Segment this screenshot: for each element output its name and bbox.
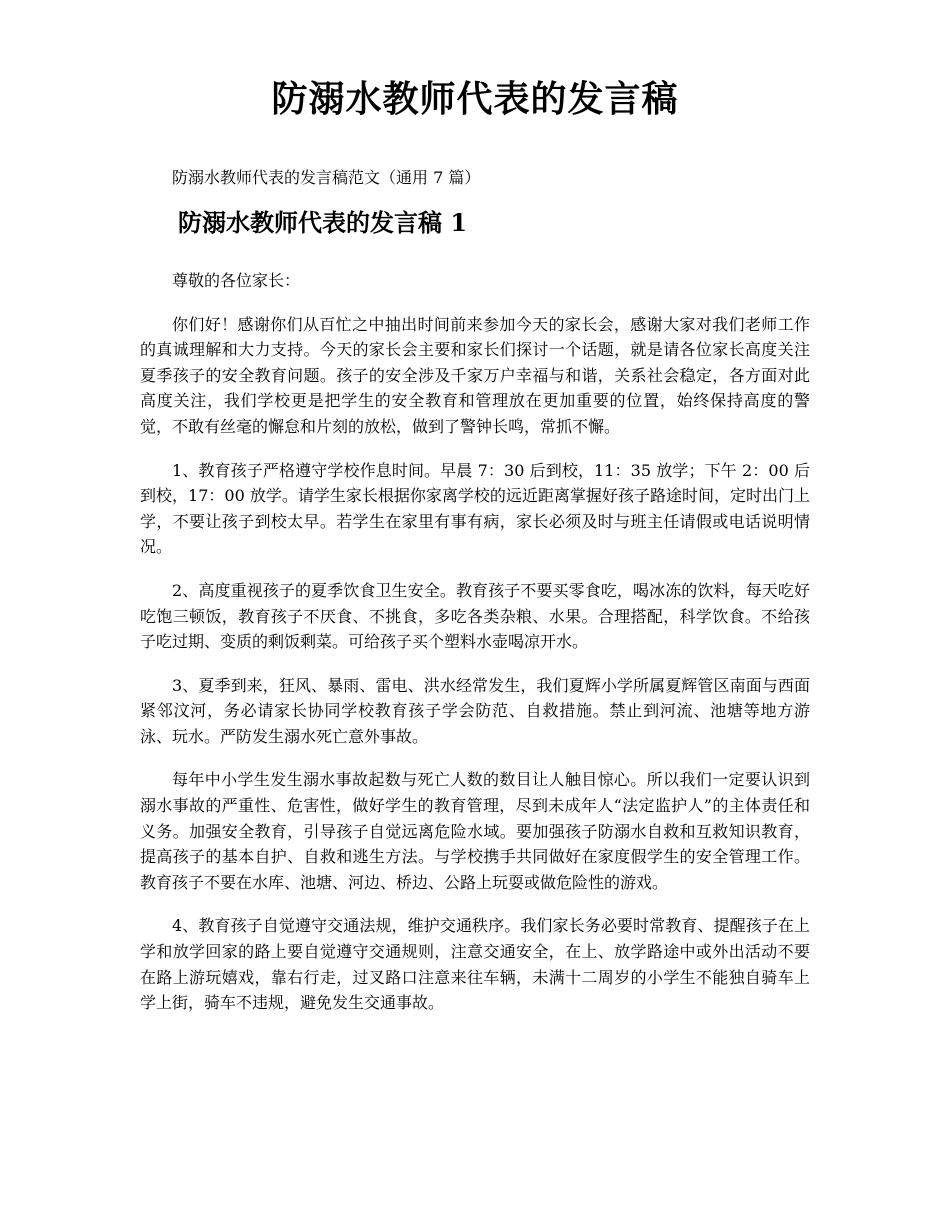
paragraph-intro: 你们好！感谢你们从百忙之中抽出时间前来参加今天的家长会，感谢大家对我们老师工作的真诚理解和大力支持。今天的家长会主要和家长们探讨一个话题，就是请各位家长高度关注夏季孩子的安全教育问题。孩子的安全涉及千家万户幸福与和谐，关系社会稳定，各方面对此高度关注，我们学校更是把学生的安全教育和管理放在更加重要的位置，始终保持高度的警觉，不敢有丝毫的懈怠和片刻的放松，做到了警钟长鸣，常抓不懈。 <box>140 314 810 436</box>
paragraph-weather-water: 3、夏季到来，狂风、暴雨、雷电、洪水经常发生，我们夏辉小学所属夏辉管区南面与西面紧邻汶河，务必请家长协同学校教育孩子学会防范、自救措施。禁止到河流、池塘等地方游泳、玩水。严防发生溺水死亡意外事故。 <box>140 675 810 746</box>
paragraph-food-safety: 2、高度重视孩子的夏季饮食卫生安全。教育孩子不要买零食吃，喝冰冻的饮料，每天吃好吃饱三顿饭，教育孩子不厌食、不挑食，多吃各类杂粮、水果。合理搭配，科学饮食。不给孩子吃过期、变质的剩饭剩菜。可给孩子买个塑料水壶喝凉开水。 <box>140 580 810 652</box>
document-subtitle: 防溺水教师代表的发言稿范文（通用 7 篇） <box>172 167 481 187</box>
paragraph-drowning: 每年中小学生发生溺水事故起数与死亡人数的数目让人触目惊心。所以我们一定要认识到溺水事故的严重性、危害性，做好学生的教育管理，尽到未成年人“法定监护人”的主体责任和义务。加强安全教育，引导孩子自觉远离危险水域。要加强孩子防溺水自救和互救知识教育，提高孩子的基本自护、自救和逃生方法。与学校携手共同做好在家度假学生的安全管理工作。教育孩子不要在水库、池塘、河边、桥边、公路上玩耍或做危险性的游戏。 <box>140 770 810 892</box>
paragraph-traffic: 4、教育孩子自觉遵守交通法规，维护交通秩序。我们家长务必要时常教育、提醒孩子在上学和放学回家的路上要自觉遵守交通规则，注意交通安全，在上、放学路途中或外出活动不要在路上游玩嬉戏，靠右行走，过叉路口注意来往车辆，未满十二周岁的小学生不能独自骑车上学上街，骑车不违规，避免发生交通事故。 <box>140 916 810 1013</box>
paragraph-schedule: 1、教育孩子严格遵守学校作息时间。早晨 7：30 后到校，11：35 放学；下午 2：00 后到校，17：00 放学。请学生家长根据你家离学校的远近距离掌握好孩子路途时间，定时出门上学，不要让孩子到校太早。若学生在家里有事有病，家长必须及时与班主任请假或电话说明情况。 <box>140 460 810 557</box>
salutation: 尊敬的各位家长： <box>172 270 301 290</box>
section-heading: 防溺水教师代表的发言稿 1 <box>178 208 468 238</box>
document-title: 防溺水教师代表的发言稿 <box>271 78 679 120</box>
